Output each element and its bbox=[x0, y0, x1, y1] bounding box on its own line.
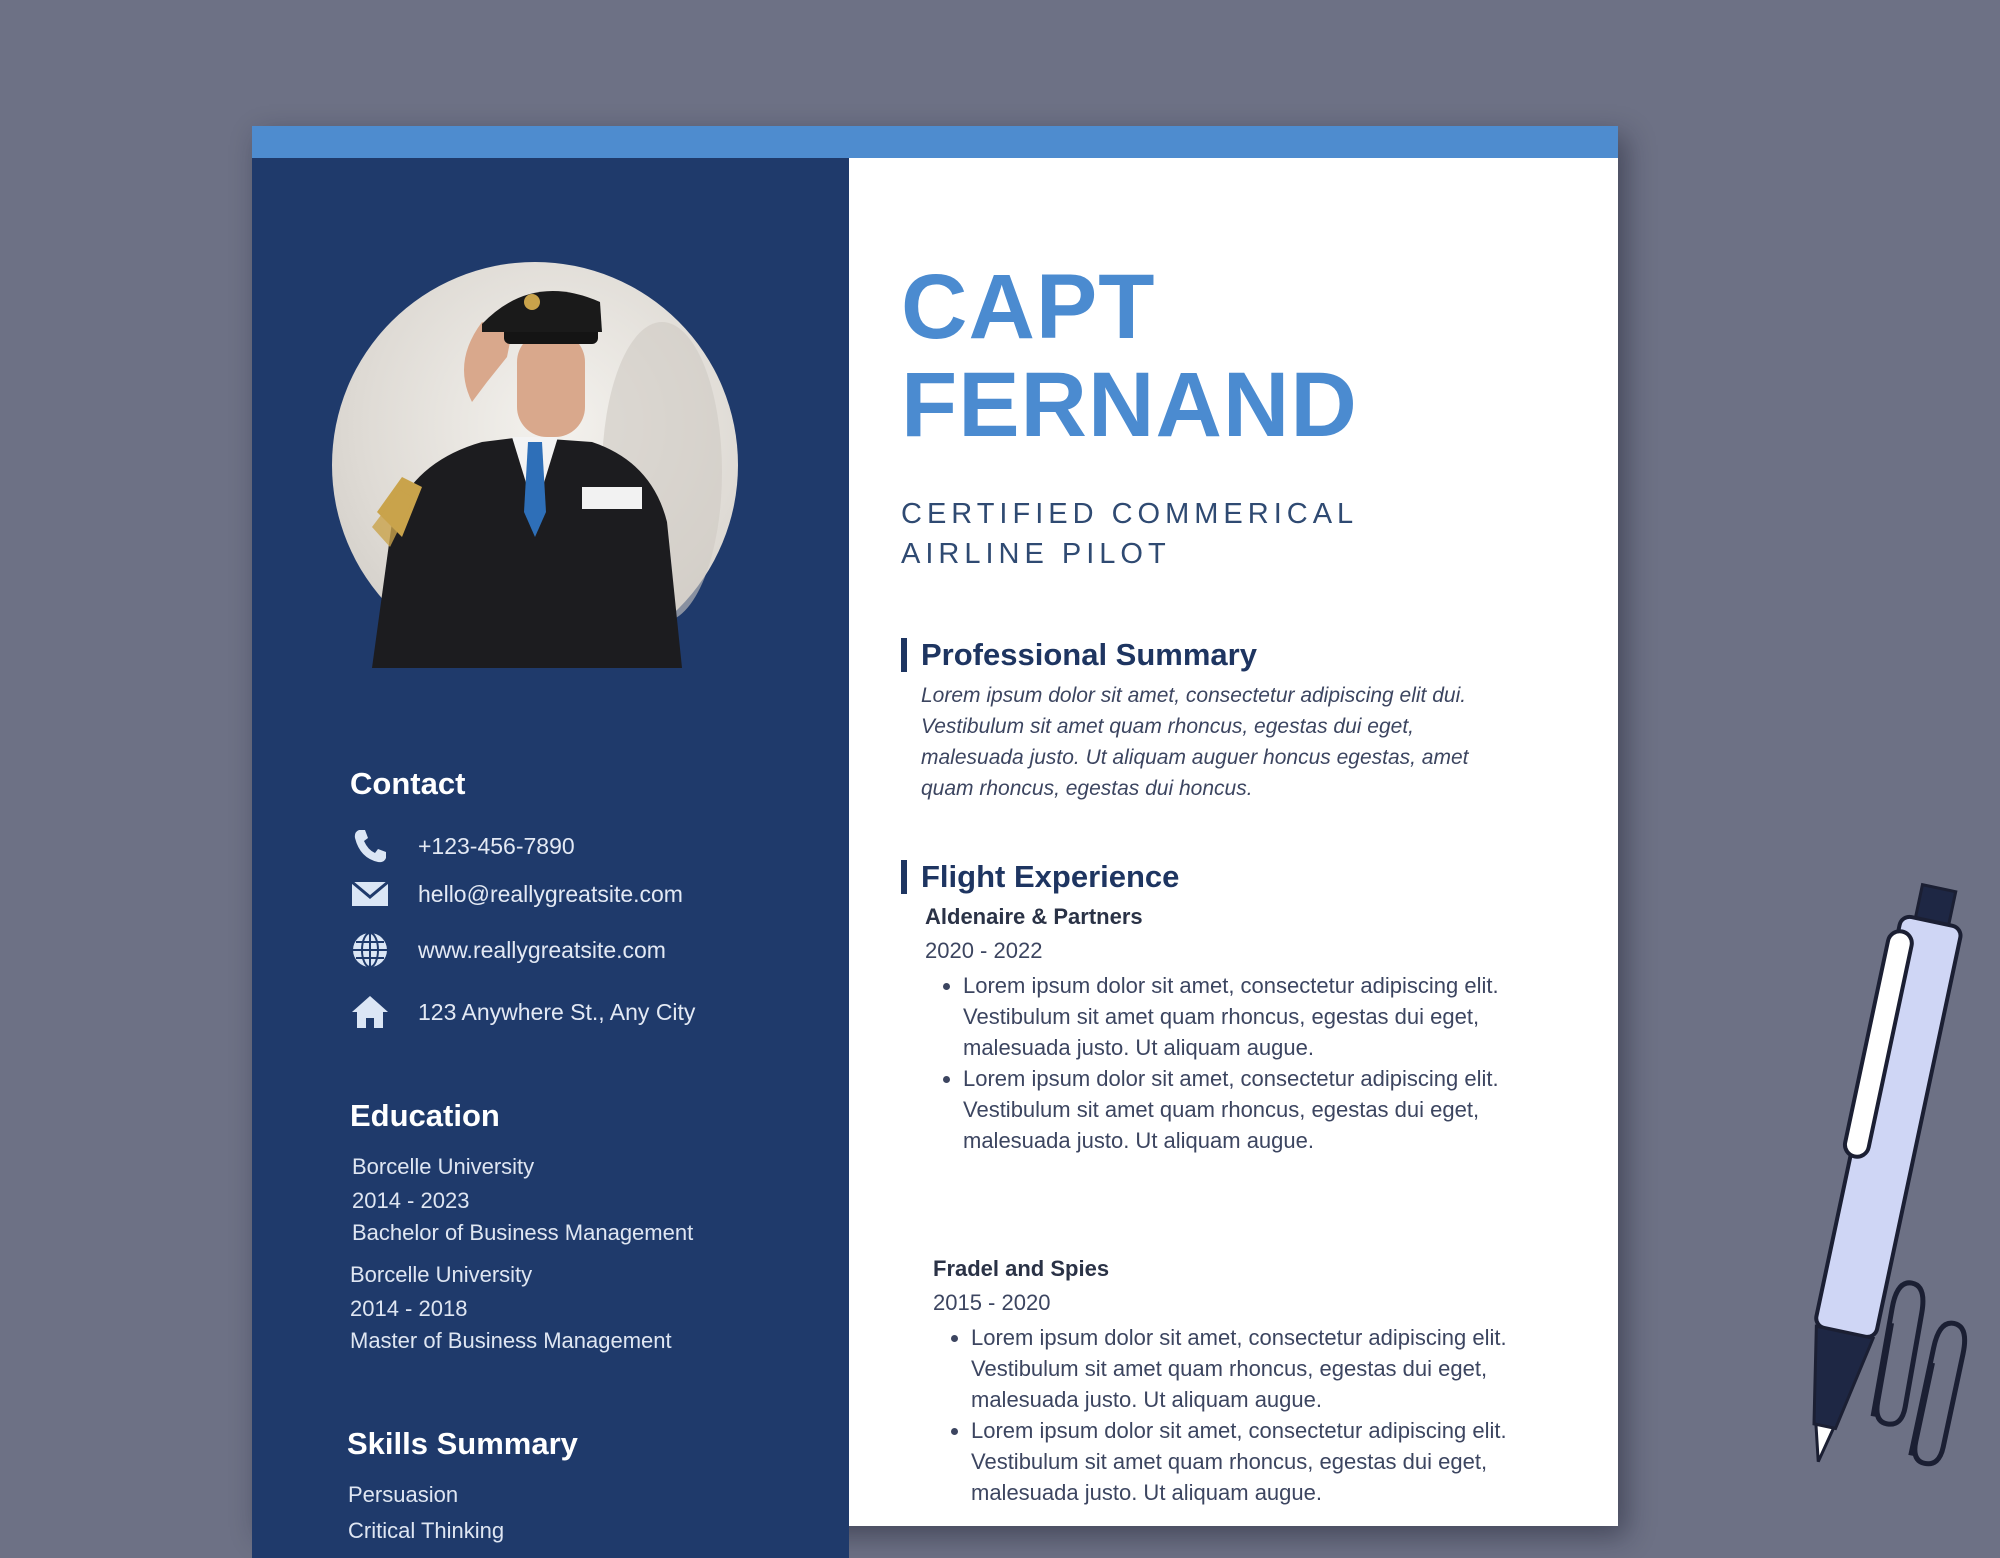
home-icon bbox=[350, 992, 390, 1032]
summary-text: Lorem ipsum dolor sit amet, consectetur adipiscing elit dui. Vestibulum sit amet quam rhoncus, egestas dui eget, malesuada justo. Ut aliquam auguer honcus egestas, amet quam rhoncus, egestas dui honcus. bbox=[921, 684, 1469, 800]
sidebar bbox=[252, 158, 849, 1558]
phone-icon bbox=[350, 826, 390, 866]
resume-page bbox=[252, 126, 1618, 1543]
education-degree-1: Bachelor of Business Management bbox=[352, 1220, 694, 1245]
job-2-bullet-1: • Lorem ipsum dolor sit amet, consectetur adipiscing elit. Vestibulum sit amet quam rhoncus, egestas dui eget, malesuada justo. Ut aliquam augue. bbox=[971, 1322, 1546, 1415]
experience-heading: Flight Experience bbox=[901, 860, 1179, 894]
job-title-line-1: CERTIFIED COMMERICAL bbox=[901, 498, 1359, 530]
job-1-bullets bbox=[925, 970, 1538, 1156]
education-degree-2: Master of Business Management bbox=[350, 1328, 672, 1353]
contact-address bbox=[350, 992, 695, 1032]
pilot-photo bbox=[332, 262, 738, 668]
skills-heading: Skills Summary bbox=[347, 1426, 578, 1461]
education-school-1: Borcelle University bbox=[352, 1154, 535, 1179]
job-1-bullet-1: • Lorem ipsum dolor sit amet, consectetur adipiscing elit. Vestibulum sit amet quam rhoncus, egestas dui eget, malesuada justo. Ut aliquam augue. bbox=[963, 970, 1538, 1063]
contact-phone bbox=[350, 826, 575, 866]
phone-text: +123-456-7890 bbox=[418, 832, 575, 859]
contact-heading: Contact bbox=[350, 766, 466, 801]
job-1-company: Aldenaire & Partners bbox=[925, 904, 1143, 929]
contact-email bbox=[350, 874, 683, 914]
education-school-2: Borcelle University bbox=[350, 1262, 533, 1287]
paperclip-icon bbox=[1855, 1270, 1975, 1480]
candidate-name bbox=[901, 258, 1358, 454]
job-1-bullet-2: • Lorem ipsum dolor sit amet, consectetur adipiscing elit. Vestibulum sit amet quam rhoncus, egestas dui eget, malesuada justo. Ut aliquam augue. bbox=[963, 1063, 1538, 1156]
job-title-line-2: AIRLINE PILOT bbox=[901, 538, 1171, 570]
website-text: www.reallygreatsite.com bbox=[418, 936, 666, 963]
globe-icon bbox=[350, 930, 390, 970]
skill-item-2: Critical Thinking bbox=[348, 1518, 505, 1543]
education-heading: Education bbox=[350, 1098, 500, 1133]
contact-website bbox=[350, 930, 666, 970]
education-years-1: 2014 - 2023 bbox=[352, 1188, 470, 1213]
pilot-portrait-icon bbox=[332, 262, 738, 668]
job-1-dates: 2020 - 2022 bbox=[925, 938, 1043, 963]
summary-heading: Professional Summary bbox=[901, 638, 1257, 672]
skill-item-1: Persuasion bbox=[348, 1482, 459, 1507]
email-text: hello@reallygreatsite.com bbox=[418, 880, 683, 907]
job-2-bullets bbox=[933, 1322, 1546, 1508]
mail-icon bbox=[350, 874, 390, 914]
name-line-1: CAPT bbox=[901, 256, 1156, 358]
address-text: 123 Anywhere St., Any City bbox=[418, 998, 696, 1025]
job-title bbox=[901, 494, 1358, 574]
education-years-2: 2014 - 2018 bbox=[350, 1296, 468, 1321]
name-line-2: FERNAND bbox=[901, 354, 1358, 456]
job-2-dates: 2015 - 2020 bbox=[933, 1290, 1051, 1315]
main-column bbox=[849, 158, 1618, 1558]
job-2-bullet-2: • Lorem ipsum dolor sit amet, consectetur adipiscing elit. Vestibulum sit amet quam rhoncus, egestas dui eget, malesuada justo. Ut aliquam augue. bbox=[971, 1415, 1546, 1508]
job-2-company: Fradel and Spies bbox=[933, 1256, 1110, 1281]
accent-bar bbox=[252, 126, 1618, 158]
